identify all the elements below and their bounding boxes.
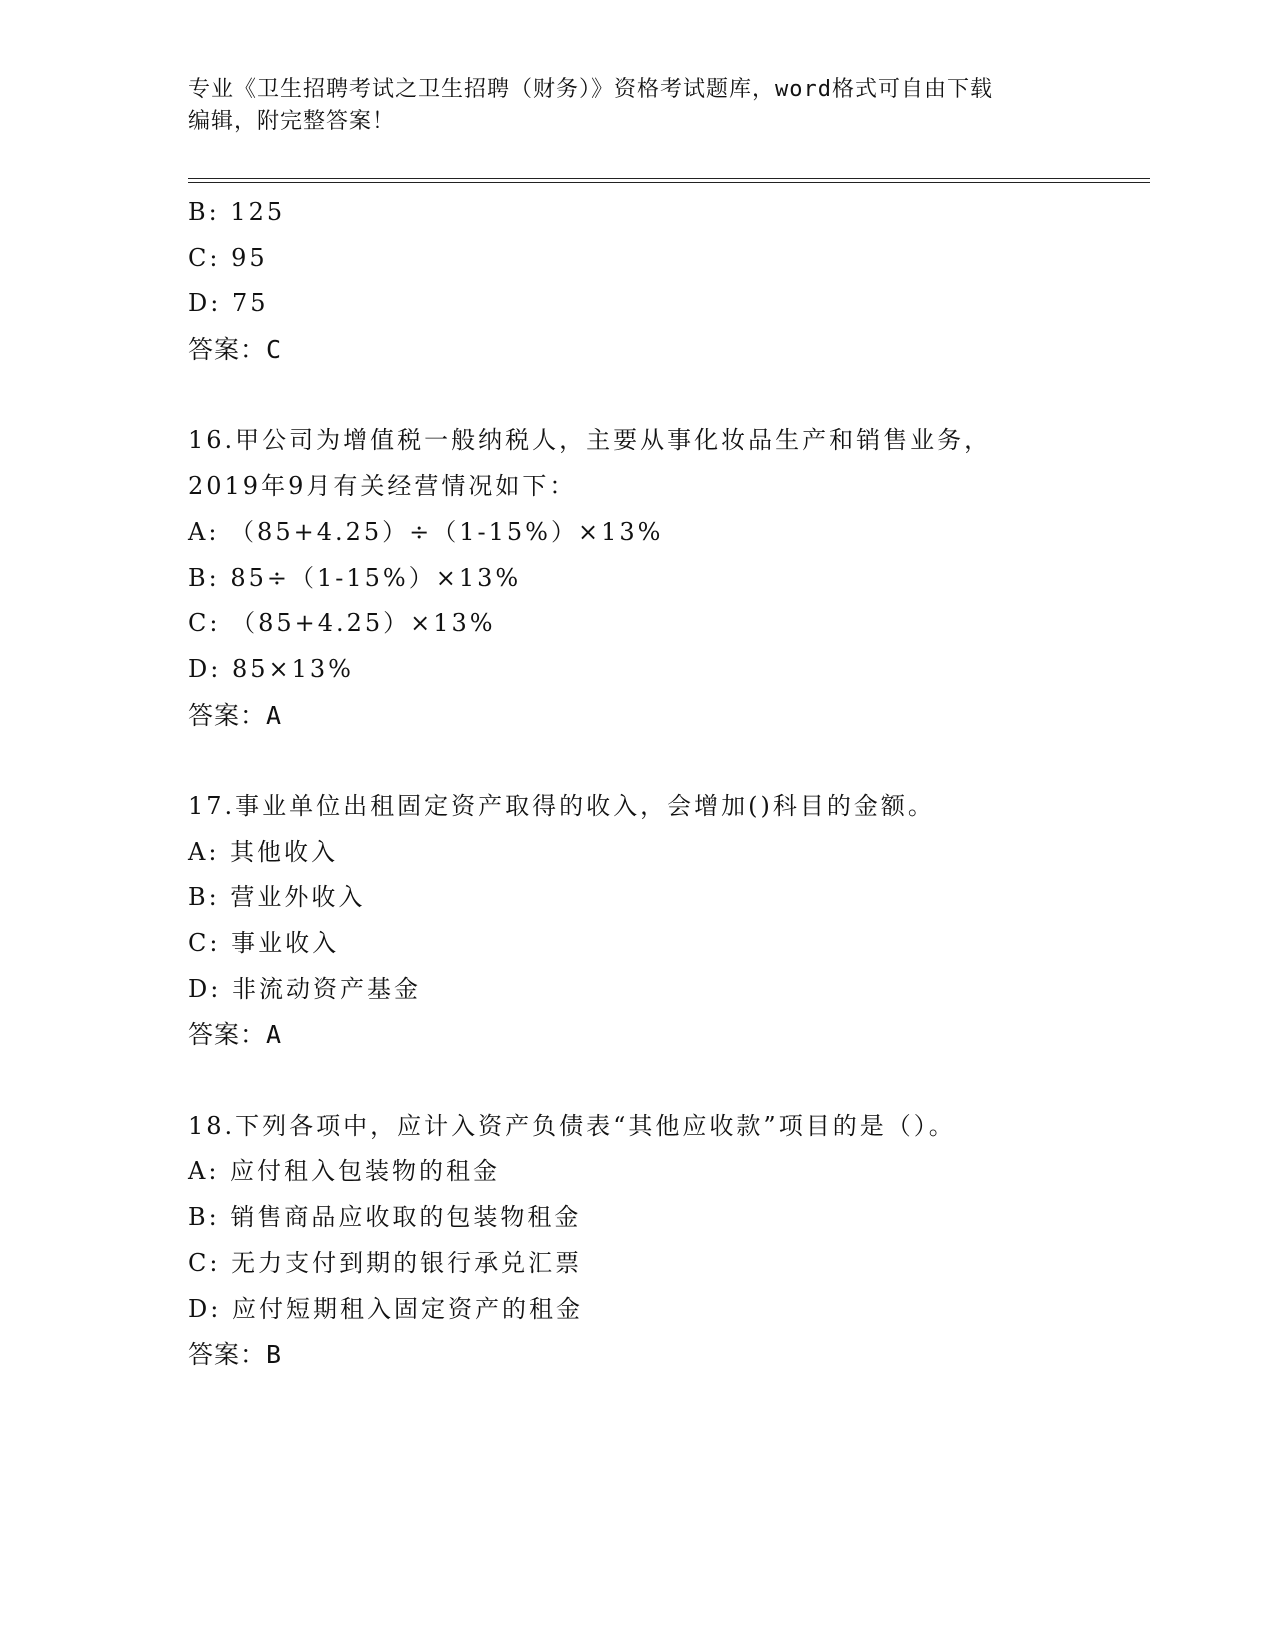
- q16-option-b: B: 85÷（1-15%）×13%: [188, 563, 522, 592]
- q15-option-b: B: 125: [188, 198, 286, 226]
- header-divider-top: [188, 178, 1150, 179]
- document-header: [188, 74, 1088, 138]
- header-line-2: 编辑，附完整答案！: [188, 109, 396, 134]
- q17-option-d: D: 非流动资产基金: [188, 974, 421, 1003]
- q16-answer: 答案：A: [188, 700, 283, 730]
- q18-option-b: B: 销售商品应收取的包装物租金: [188, 1203, 582, 1232]
- q16-stem-line-1: 16.甲公司为增值税一般纳税人，主要从事化妆品生产和销售业务，: [188, 426, 992, 455]
- question-18-block: [188, 1104, 1148, 1378]
- q17-option-c: C: 事业收入: [188, 929, 340, 957]
- q15-option-d: D: 75: [188, 289, 269, 318]
- spacer: [188, 373, 1148, 419]
- q18-option-d: D: 应付短期租入固定资产的租金: [188, 1294, 583, 1323]
- q16-option-d: D: 85×13%: [188, 654, 354, 683]
- q17-option-a: A: 其他收入: [188, 837, 339, 866]
- header-divider-bottom: [188, 182, 1150, 183]
- spacer: [188, 1058, 1148, 1104]
- q18-answer: 答案：B: [188, 1340, 283, 1370]
- question-16-block: [188, 418, 1148, 738]
- q17-option-b: B: 营业外收入: [188, 883, 366, 912]
- q18-option-a: A: 应付租入包装物的租金: [188, 1157, 501, 1186]
- q16-option-c: C: （85+4.25）×13%: [188, 609, 496, 638]
- q16-stem-line-2: 2019年9月有关经营情况如下：: [188, 472, 577, 501]
- q15-option-c: C: 95: [188, 243, 268, 272]
- header-line-1: 专业《卫生招聘考试之卫生招聘（财务）》资格考试题库，word格式可自由下载: [188, 77, 993, 102]
- q16-option-a: A: （85+4.25）÷（1-15%）×13%: [188, 517, 664, 546]
- question-17-block: [188, 784, 1148, 1058]
- q15-answer: 答案：C: [188, 335, 283, 365]
- q18-stem: 18.下列各项中，应计入资产负债表“其他应收款”项目的是（）。: [188, 1111, 956, 1140]
- q17-stem: 17.事业单位出租固定资产取得的收入，会增加()科目的金额。: [188, 791, 935, 820]
- q17-answer: 答案：A: [188, 1020, 283, 1050]
- question-15-block: [188, 190, 1148, 373]
- q18-option-c: C: 无力支付到期的银行承兑汇票: [188, 1248, 583, 1277]
- spacer: [188, 738, 1148, 784]
- question-list: [188, 190, 1148, 1378]
